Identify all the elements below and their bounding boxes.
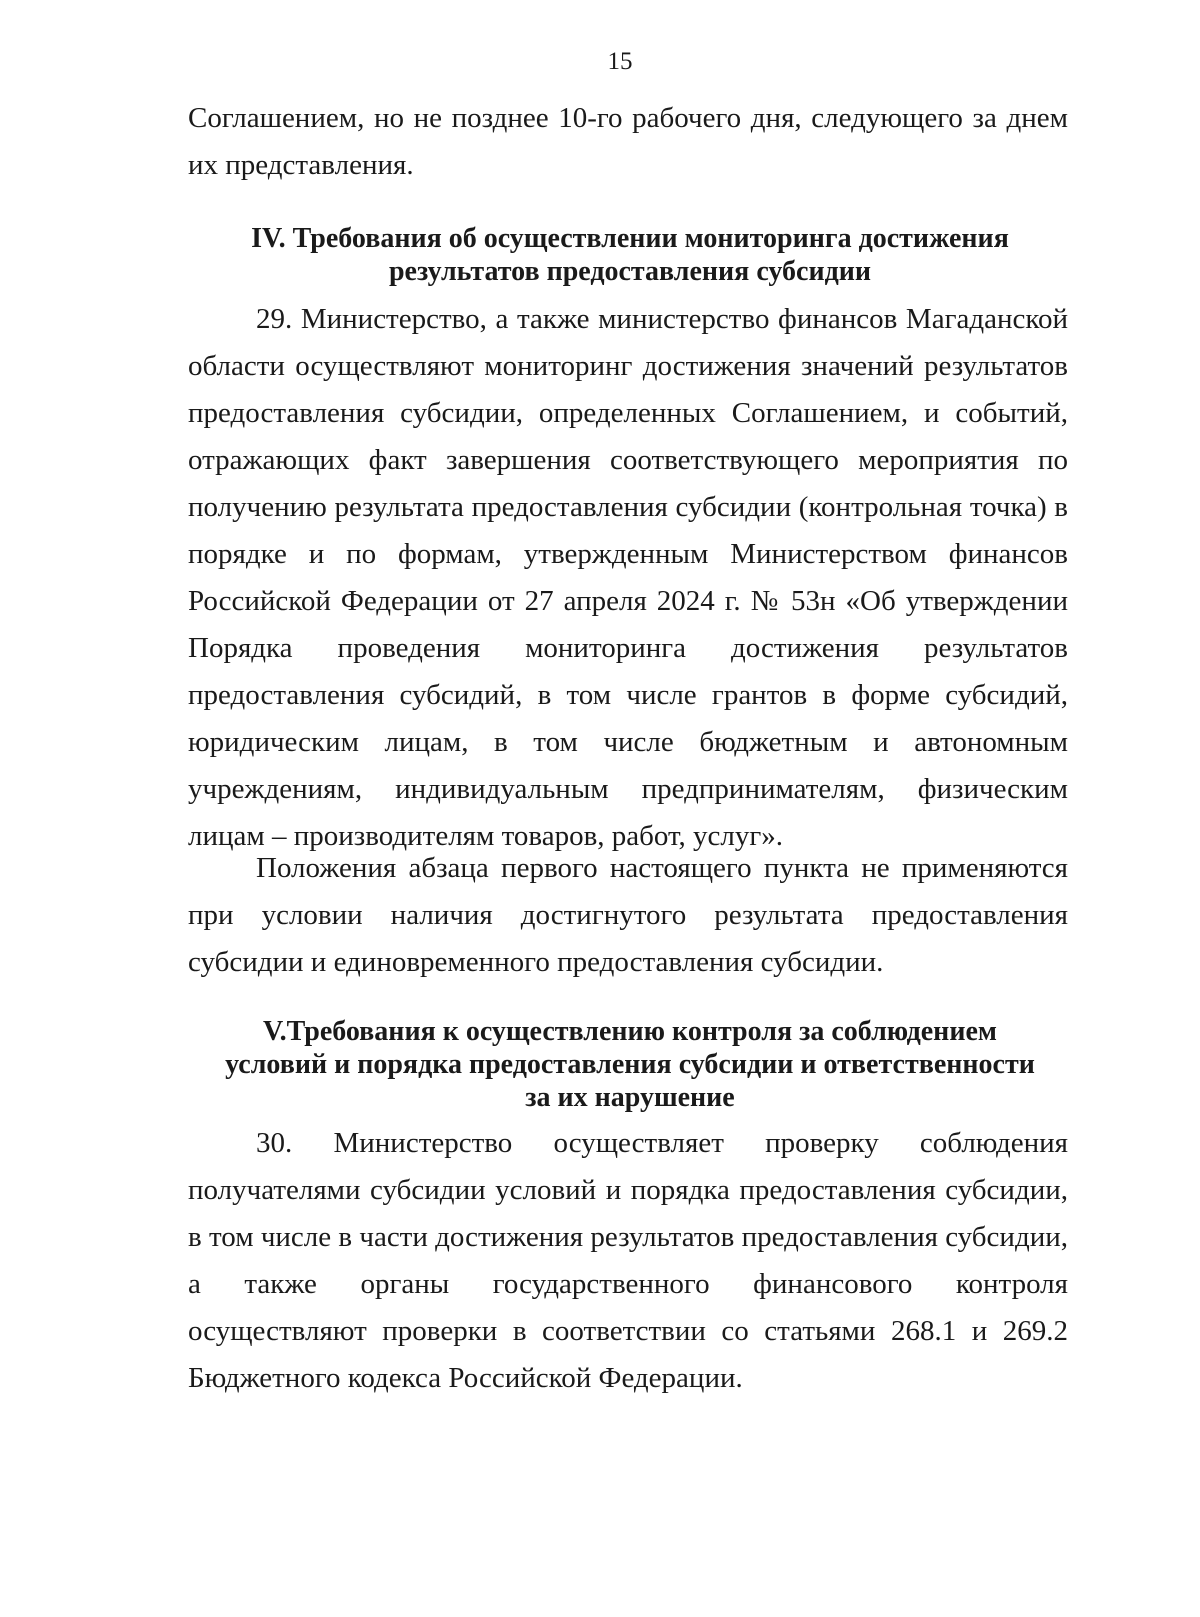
section-heading-v <box>150 1015 1110 1114</box>
section-heading-iv <box>150 222 1110 288</box>
paragraph-29-second: Положения абзаца первого настоящего пункта не применяются при условии наличия достигнутого результата предоставления субсидии и единовременного предоставления субсидии. <box>188 852 1068 978</box>
section-heading-v-line3: за их нарушение <box>525 1082 735 1113</box>
page-number: 15 <box>607 48 633 75</box>
section-heading-v-line2: условий и порядка предоставления субсидии и ответственности <box>225 1049 1035 1080</box>
section-heading-iv-line1: IV. Требования об осуществлении мониторинга достижения <box>251 223 1009 254</box>
paragraph-29: 29. Министерство, а также министерство финансов Магаданской области осуществляют мониторинг достижения значений результатов предоставления субсидии, определенных Соглашением, и событий, отражающих факт завершения соответствующего мероприятия по получению результата предоставления субсидии (контрольная точка) в порядке и по формам, утвержденным Министерством финансов Российской Федерации от 27 апреля 2024 г. № 53н «Об утверждении Порядка проведения мониторинга достижения результатов предоставления субсидий, в том числе грантов в форме субсидий, юридическим лицам, в том числе бюджетным и автономным учреждениям, индивидуальным предпринимателям, физическим лицам – производителям товаров, работ, услуг». <box>188 303 1068 852</box>
section-heading-iv-line2: результатов предоставления субсидии <box>388 256 872 287</box>
paragraph-continuation: Соглашением, но не позднее 10-го рабочего дня, следующего за днем их представления. <box>188 102 1068 181</box>
paragraph-30: 30. Министерство осуществляет проверку соблюдения получателями субсидии условий и порядка предоставления субсидии, в том числе в части достижения результатов предоставления субсидии, а также органы государственного финансового контроля осуществляют проверки в соответствии со статьями 268.1 и 269.2 Бюджетного кодекса Российской Федерации. <box>188 1127 1068 1394</box>
section-heading-v-line1: V.Требования к осуществлению контроля за соблюдением <box>263 1016 997 1047</box>
